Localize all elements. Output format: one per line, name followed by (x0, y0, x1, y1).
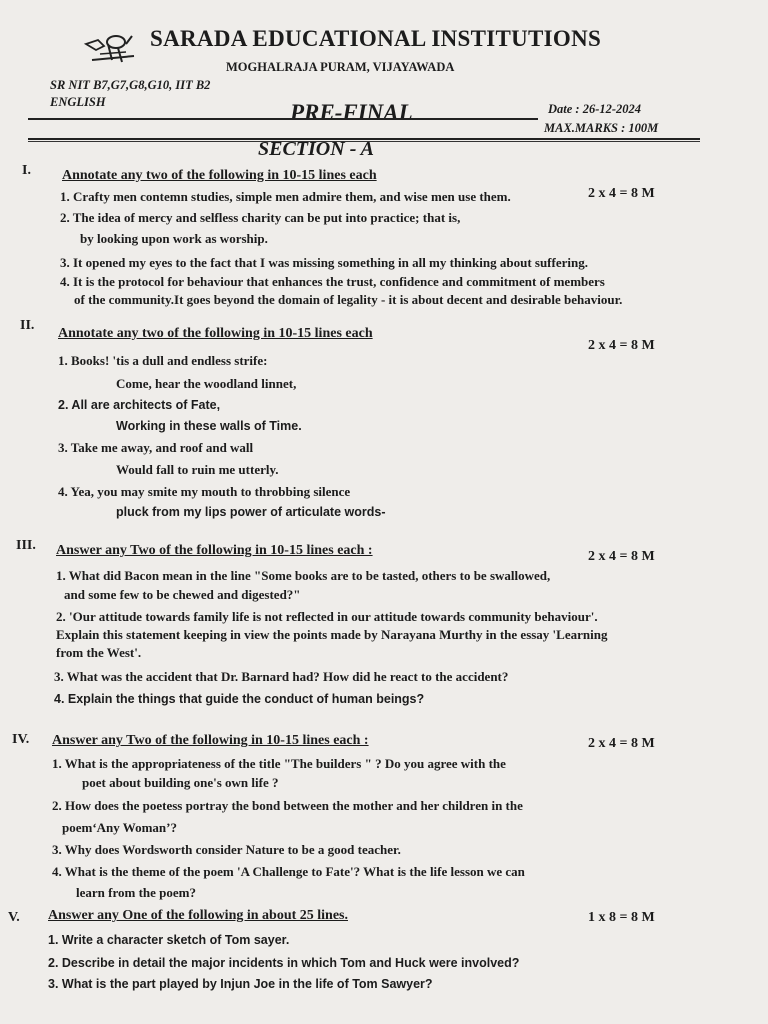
list-item-continuation: of the community.It goes beyond the domain of legality - it is about decent and desirable behaviour. (74, 292, 623, 307)
list-item-continuation: and some few to be chewed and digested?" (64, 587, 301, 602)
question-heading: Annotate any two of the following in 10-15 lines each (62, 168, 377, 183)
list-item: 1. What is the appropriateness of the title "The builders " ? Do you agree with the (52, 756, 506, 771)
question-heading: Answer any One of the following in about 25 lines. (48, 908, 348, 923)
question-marks: 2 x 4 = 8 M (588, 549, 655, 564)
exam-title: PRE-FINAL (290, 100, 413, 125)
list-item: 2. The idea of mercy and selfless charity can be put into practice; that is, (60, 210, 461, 225)
institution-logo-icon (82, 30, 138, 70)
question-marks: 2 x 4 = 8 M (588, 338, 655, 353)
list-item: 2. How does the poetess portray the bond between the mother and her children in the (52, 798, 523, 813)
list-item: 3. What is the part played by Injun Joe in the life of Tom Sawyer? (48, 977, 433, 991)
list-item: 4. Yea, you may smite my mouth to throbbing silence (58, 484, 351, 499)
exam-date: Date : 26-12-2024 (548, 102, 642, 116)
subject-name: ENGLISH (50, 95, 106, 109)
list-item: 4. What is the theme of the poem 'A Challenge to Fate'? What is the life lesson we can (52, 864, 525, 879)
list-item-continuation: poem‘Any Woman’? (62, 820, 177, 835)
question-marks: 2 x 4 = 8 M (588, 186, 655, 201)
list-item: 1. Crafty men contemn studies, simple men admire them, and wise men use them. (60, 189, 511, 204)
list-item: 1. Write a character sketch of Tom sayer. (48, 933, 290, 947)
question-marks: 2 x 4 = 8 M (588, 736, 655, 751)
question-number: IV. (12, 732, 30, 747)
list-item-continuation: Come, hear the woodland linnet, (116, 376, 297, 391)
header-divider (28, 118, 538, 120)
question-number: V. (8, 910, 20, 925)
list-item: 1. What did Bacon mean in the line "Some books are to be tasted, others to be swallowed, (56, 568, 551, 583)
list-item: 2. Describe in detail the major incidents in which Tom and Huck were involved? (48, 956, 520, 970)
section-title: SECTION - A (258, 138, 374, 160)
question-number: III. (16, 538, 36, 553)
list-item: 3. Why does Wordsworth consider Nature to be a good teacher. (52, 842, 401, 857)
question-heading: Answer any Two of the following in 10-15 lines each : (56, 543, 373, 558)
question-heading: Answer any Two of the following in 10-15 lines each : (52, 733, 369, 748)
institution-name: SARADA EDUCATIONAL INSTITUTIONS (150, 26, 602, 51)
question-heading: Annotate any two of the following in 10-15 lines each (58, 326, 373, 341)
list-item: 3. It opened my eyes to the fact that I was missing something in all my thinking about suffering. (60, 255, 588, 270)
list-item-continuation: by looking upon work as worship. (80, 231, 268, 246)
list-item: 1. Books! 'tis a dull and endless strife: (58, 353, 268, 368)
question-number: I. (22, 163, 31, 178)
institution-address: MOGHALRAJA PURAM, VIJAYAWADA (226, 60, 455, 74)
list-item-continuation: pluck from my lips power of articulate words- (116, 505, 386, 519)
question-number: II. (20, 318, 35, 333)
list-item-continuation: Working in these walls of Time. (116, 419, 302, 433)
list-item: 4. Explain the things that guide the conduct of human beings? (54, 692, 425, 706)
list-item: 3. What was the accident that Dr. Barnard had? How did he react to the accident? (54, 669, 509, 684)
list-item: 2. 'Our attitude towards family life is not reflected in our attitude towards community behaviour'. (56, 609, 598, 624)
list-item-continuation: Explain this statement keeping in view the points made by Narayana Murthy in the essay 'Learning (56, 627, 608, 642)
question-marks: 1 x 8 = 8 M (588, 910, 655, 925)
list-item: 2. All are architects of Fate, (58, 398, 221, 412)
list-item-continuation: learn from the poem? (76, 885, 196, 900)
max-marks: MAX.MARKS : 100M (544, 121, 659, 135)
list-item: 4. It is the protocol for behaviour that enhances the trust, confidence and commitment of members (60, 274, 605, 289)
list-item-continuation: from the West'. (56, 645, 142, 660)
class-list: SR NIT B7,G7,G8,G10, IIT B2 (50, 78, 211, 92)
list-item-continuation: Would fall to ruin me utterly. (116, 462, 279, 477)
list-item: 3. Take me away, and roof and wall (58, 440, 254, 455)
list-item-continuation: poet about building one's own life ? (82, 775, 279, 790)
